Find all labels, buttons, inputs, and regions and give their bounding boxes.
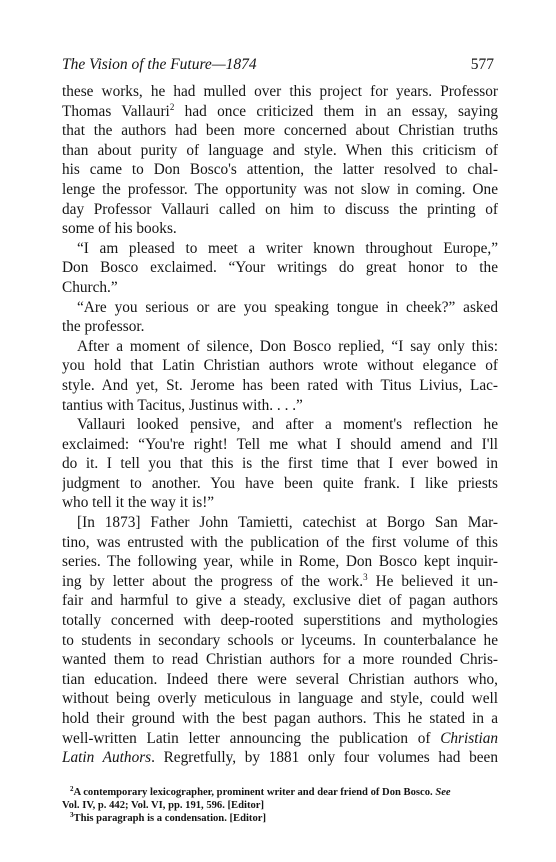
text-line (62, 180, 498, 200)
text-segment: wanted them to read Christian authors for a more rounded Chris- (62, 651, 498, 669)
text-segment: lenge the professor. The opportunity was not slow in coming. One (62, 180, 498, 198)
text-segment: Vallauri looked pensive, and after a moment's reflection he (77, 416, 498, 434)
text-segment: to students in secondary schools or lyceums. In counterbalance he (62, 631, 498, 649)
footnote-marker: 2 (70, 785, 74, 793)
text-segment: that the authors had been more concerned about Christian truths (62, 122, 498, 140)
text-segment: Church.” (62, 278, 118, 296)
text-line (62, 689, 498, 709)
text-line (62, 650, 498, 670)
text-line (62, 474, 498, 494)
text-segment: This paragraph is a condensation. [Editor] (73, 813, 266, 824)
text-line (62, 631, 498, 651)
text-line (62, 533, 498, 553)
footnote-line (62, 786, 498, 799)
text-segment: without being overly meticulous in language and style, could well (62, 690, 498, 708)
text-line (62, 435, 498, 455)
text-line (62, 219, 498, 239)
text-line (62, 298, 498, 318)
footnotes (62, 786, 498, 825)
text-segment: Thomas Vallauri (62, 102, 170, 120)
text-line (62, 317, 498, 337)
text-segment: . Regretfully, by 1881 only four volumes had been (151, 749, 498, 767)
footnote-line (62, 812, 498, 825)
text-segment: A contemporary lexicographer, prominent writer and dear friend of Don Bosco. (73, 787, 436, 798)
text-segment: day Professor Vallauri called on him to discuss the printing of (62, 200, 498, 218)
text-segment: [In 1873] Father John Tamietti, catechist at Borgo San Mar- (77, 514, 498, 532)
body-text (62, 82, 498, 768)
text-segment: tino, was entrusted with the publication of the first volume of this (62, 533, 498, 551)
text-line (62, 337, 498, 357)
text-line (62, 572, 498, 592)
text-line (62, 611, 498, 631)
footnote-marker: 3 (70, 811, 74, 819)
text-segment: Vol. IV, p. 442; Vol. VI, pp. 191, 596. [Editor] (62, 800, 265, 811)
text-line (62, 591, 498, 611)
text-segment: judgment to another. You have been quite frank. I like priests (62, 474, 498, 492)
text-line (62, 258, 498, 278)
text-segment: Don Bosco exclaimed. “Your writings do great honor to the (62, 259, 498, 277)
text-line (62, 121, 498, 141)
text-segment: After a moment of silence, Don Bosco replied, “I say only this: (77, 337, 498, 355)
text-line (62, 376, 498, 396)
text-line (62, 552, 498, 572)
text-line (62, 356, 498, 376)
text-segment: who tell it the way it is!” (62, 494, 215, 512)
text-segment: tantius with Tacitus, Justinus with. . . .” (62, 396, 303, 414)
text-line (62, 415, 498, 435)
text-segment: these works, he had mulled over this project for years. Professor (62, 83, 498, 100)
text-segment: you hold that Latin Christian authors wrote without elegance of (62, 357, 498, 375)
text-segment: “I am pleased to meet a writer known throughout Europe,” (77, 239, 498, 257)
text-line (62, 160, 498, 180)
page-number: 577 (470, 56, 494, 73)
text-segment: well-written Latin letter announcing the publication of (62, 729, 441, 747)
text-line (62, 278, 498, 298)
text-line (62, 239, 498, 259)
text-segment: Christian (440, 729, 498, 747)
text-line (62, 493, 498, 513)
text-segment: exclaimed: “You're right! Tell me what I should amend and I'll (62, 435, 498, 453)
text-line (62, 670, 498, 690)
text-segment: Latin Authors (62, 749, 152, 767)
text-segment: fair and harmful to give a steady, exclusive diet of pagan authors (62, 592, 498, 610)
text-line (62, 82, 498, 102)
text-line (62, 141, 498, 161)
text-segment: than about purity of language and style. When this criticism of (62, 141, 498, 159)
text-segment: the professor. (62, 318, 145, 336)
text-segment: style. And yet, St. Jerome has been rated with Titus Livius, Lac- (62, 376, 498, 394)
text-line (62, 729, 498, 749)
text-line (62, 102, 498, 122)
text-line (62, 513, 498, 533)
text-segment: series. The following year, while in Rome, Don Bosco kept inquir- (62, 553, 498, 571)
footnote-line (62, 799, 498, 812)
text-line (62, 709, 498, 729)
text-line (62, 748, 498, 768)
text-segment: He believed it un- (367, 572, 498, 590)
text-segment: tian education. Indeed there were several Christian authors who, (62, 670, 498, 688)
footnote-marker: 3 (363, 571, 368, 582)
text-segment: do it. I tell you that this is the first time that I ever bowed in (62, 455, 498, 473)
text-segment: “Are you serious or are you speaking tongue in cheek?” asked (77, 298, 498, 316)
text-segment: hold their ground with the best pagan authors. This he stated in a (62, 710, 498, 727)
footnote-marker: 2 (169, 101, 175, 112)
text-line (62, 200, 498, 220)
text-line (62, 454, 498, 474)
text-segment: totally concerned with deep-rooted superstitions and mythologies (62, 612, 498, 630)
text-segment: had once criticized them in an essay, saying (174, 102, 498, 120)
text-segment: his came to Don Bosco's attention, the latter resolved to chal- (62, 161, 498, 179)
text-segment: some of his books. (62, 220, 177, 238)
page-header (62, 56, 494, 80)
running-title: The Vision of the Future—1874 (62, 56, 257, 73)
text-segment: See (435, 787, 451, 798)
text-segment: ing by letter about the progress of the work. (62, 572, 364, 590)
text-line (62, 396, 498, 416)
